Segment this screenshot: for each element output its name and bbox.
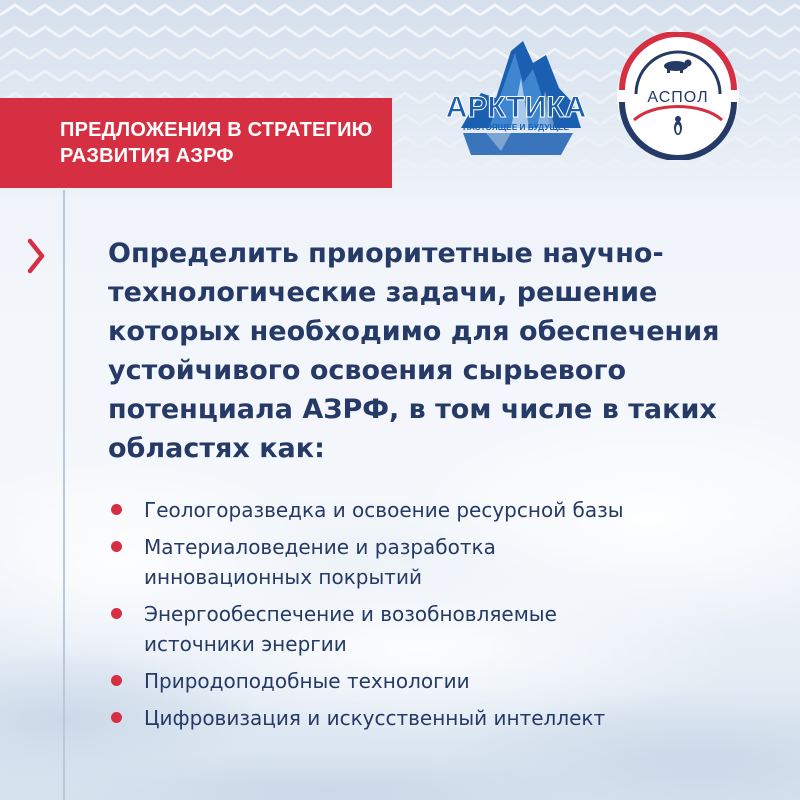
chevron-right-icon (26, 238, 46, 274)
list-item-text: Материаловедение и разработка (144, 535, 496, 559)
headline-line: технологические задачи, решение (108, 277, 658, 308)
list-item (108, 495, 798, 525)
arktika-logo-title: АРКТИКА (445, 91, 587, 124)
main-headline (108, 234, 788, 468)
headline-line: которых необходимо для обеспечения (108, 316, 720, 347)
headline-line: устойчивого освоения сырьевого (108, 355, 627, 386)
headline-line: Определить приоритетные научно- (108, 238, 664, 269)
banner-line-1: ПРЕДЛОЖЕНИЯ В СТРАТЕГИЮ (60, 119, 373, 141)
penguin-icon (674, 116, 682, 135)
list-item (108, 666, 798, 696)
list-item-text: инновационных покрытий (144, 565, 422, 589)
aspol-logo (614, 32, 742, 160)
vertical-divider (63, 190, 65, 800)
bullet-dot-icon (111, 504, 122, 515)
list-item-text: Цифровизация и искусственный интеллект (144, 706, 606, 730)
banner-line-2: РАЗВИТИЯ АЗРФ (60, 145, 234, 167)
bullet-dot-icon (111, 675, 122, 686)
list-item (108, 532, 798, 592)
bullet-dot-icon (111, 541, 122, 552)
arktika-logo-subtitle: НАСТОЯЩЕЕ И БУДУЩЕЕ (462, 122, 570, 132)
list-item-text: Природоподобные технологии (144, 669, 470, 693)
list-item-text: источники энергии (144, 632, 347, 656)
section-banner (0, 98, 392, 188)
list-item-text: Энергообеспечение и возобновляемые (144, 602, 557, 626)
headline-line: областях как: (108, 433, 325, 464)
list-item (108, 599, 798, 659)
list-item (108, 703, 798, 733)
priority-list (108, 495, 798, 740)
list-item-text: Геологоразведка и освоение ресурсной базы (144, 498, 624, 522)
bullet-dot-icon (111, 608, 122, 619)
bullet-dot-icon (111, 712, 122, 723)
headline-line: потенциала АЗРФ, в том числе в таких (108, 394, 717, 425)
arktika-logo (441, 33, 591, 158)
aspol-logo-title: АСПОЛ (647, 89, 709, 106)
